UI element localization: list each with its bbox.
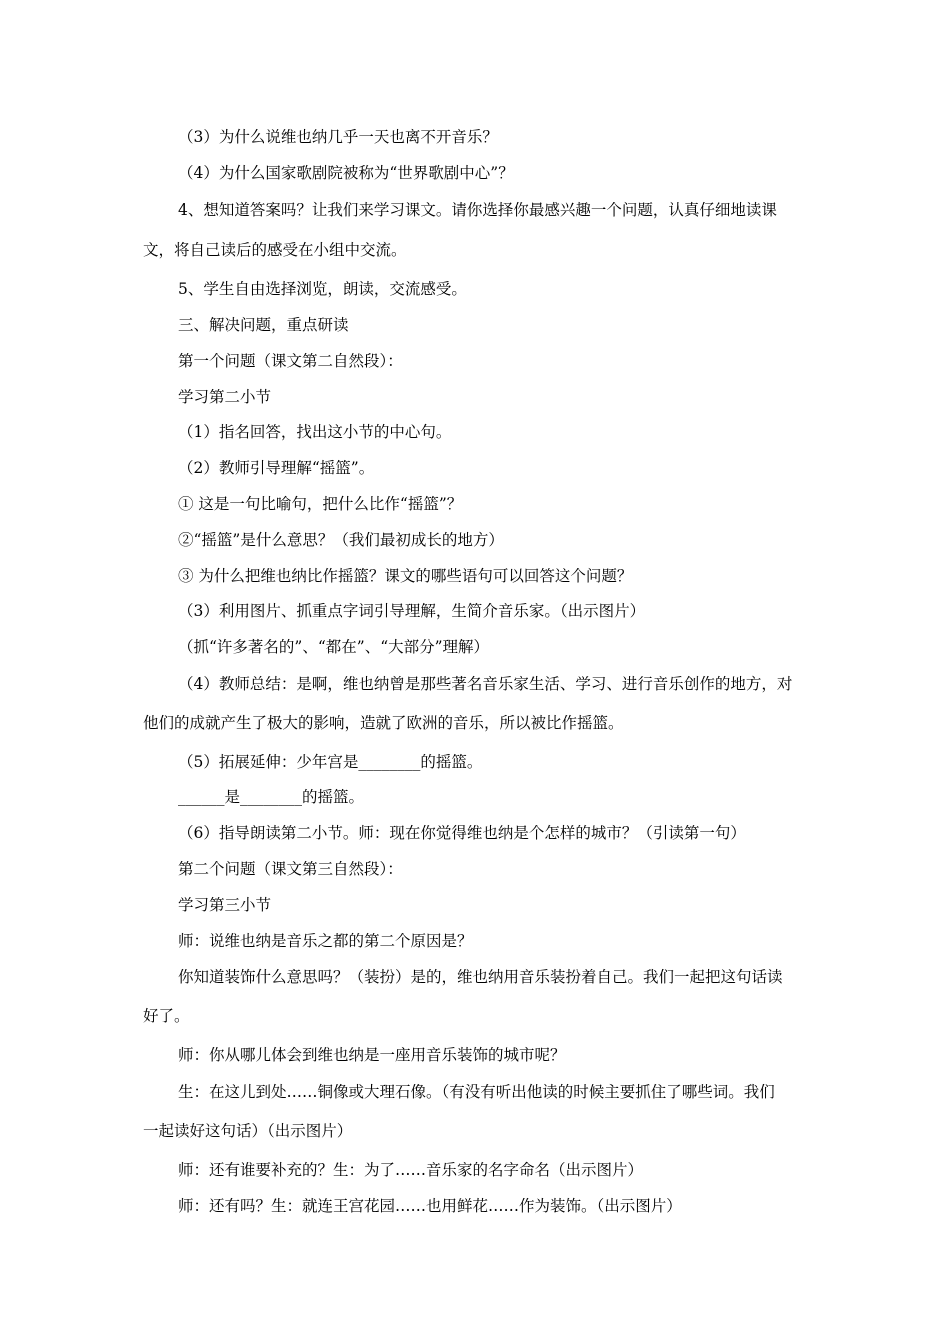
item-4-line-2: 他们的成就产生了极大的影响，造就了欧洲的音乐，所以被比作摇篮。 [143,714,624,732]
item-3: （3）利用图片、抓重点字词引导理解，生简介音乐家。（出示图片） [178,602,646,620]
first-question-heading: 第一个问题（课文第二自然段）： [178,352,403,370]
item-2-sub-3: ③ 为什么把维也纳比作摇篮？课文的哪些语句可以回答这个问题？ [178,567,633,585]
item-5: （5）拓展延伸：少年宫是________的摇篮。 [178,753,483,771]
teacher-line-1: 师：说维也纳是音乐之都的第二个原因是？ [178,932,473,950]
question-3: （3）为什么说维也纳几乎一天也离不开音乐？ [178,128,498,146]
decoration-line-2: 好了。 [143,1007,190,1025]
item-2: （2）教师引导理解“摇篮”。 [178,459,375,477]
section-3-heading: 三、解决问题，重点研读 [178,316,349,334]
step-4-line-2: 文，将自己读后的感受在小组中交流。 [143,241,407,259]
item-4-line-1: （4）教师总结：是啊，维也纳曾是那些著名音乐家生活、学习、进行音乐创作的地方，对 [178,675,793,693]
item-6: （6）指导朗读第二小节。师：现在你觉得维也纳是个怎样的城市？（引读第一句） [178,824,746,842]
item-3-note: （抓“许多著名的”、“都在”、“大部分”理解） [178,638,490,656]
subsection-2-heading: 学习第二小节 [178,388,272,406]
step-4-line-1: 4、想知道答案吗？让我们来学习课文。请你选择你最感兴趣一个问题，认真仔细地读课 [178,201,777,219]
item-5-blank: ______是________的摇篮。 [178,788,365,806]
student-line-1: 生：在这儿到处……铜像或大理石像。（有没有听出他读的时候主要抓住了哪些词。我们 [178,1083,775,1101]
question-4: （4）为什么国家歌剧院被称为“世界歌剧中心”？ [178,164,514,182]
teacher-line-4: 师：还有吗？生：就连王宫花园……也用鲜花……作为装饰。（出示图片） [178,1197,682,1215]
step-5: 5、学生自由选择浏览，朗读，交流感受。 [178,280,467,298]
teacher-line-3: 师：还有谁要补充的？生：为了……音乐家的名字命名（出示图片） [178,1161,644,1179]
subsection-3-heading: 学习第三小节 [178,896,272,914]
item-1: （1）指名回答，找出这小节的中心句。 [178,423,452,441]
student-line-2: 一起读好这句话）（出示图片） [143,1122,353,1140]
item-2-sub-1: ① 这是一句比喻句，把什么比作“摇篮”？ [178,495,463,513]
item-2-sub-2: ②“摇篮”是什么意思？（我们最初成长的地方） [178,531,504,549]
teacher-line-2: 师：你从哪儿体会到维也纳是一座用音乐装饰的城市呢？ [178,1046,566,1064]
second-question-heading: 第二个问题（课文第三自然段）： [178,860,403,878]
decoration-line-1: 你知道装饰什么意思吗？（装扮）是的，维也纳用音乐装扮着自己。我们一起把这句话读 [178,968,783,986]
